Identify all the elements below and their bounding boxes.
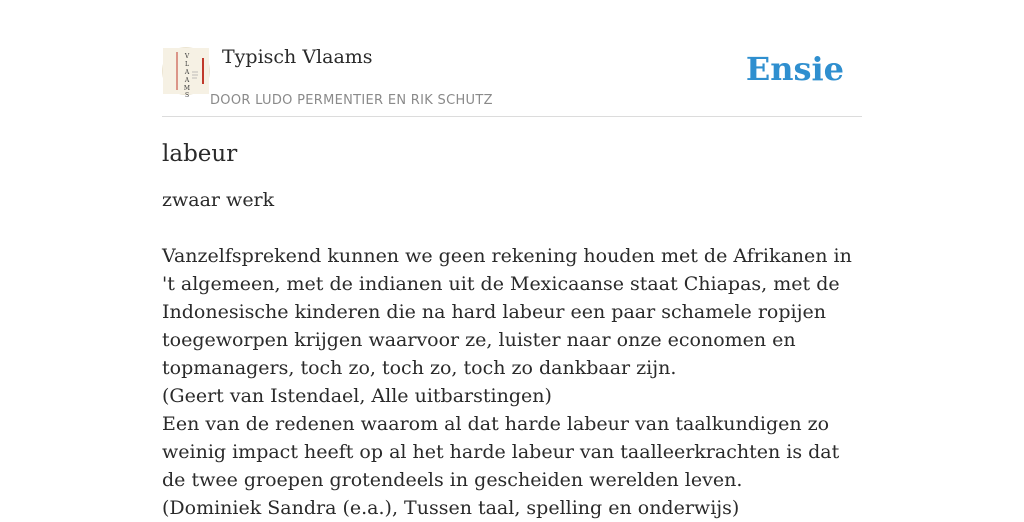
logo-letter: A (184, 69, 190, 76)
example-paragraph: Vanzelfsprekend kunnen we geen rekening houden met de Afrikanen in 't algemeen, met de indianen uit de Mexicaanse staat Chiapas, met de Indonesische kinderen die na hard labeur een paar schamele ropijen toegeworpen krijgen waarvoor ze, luister naar onze economen en topmanagers, toch zo, toch zo, toch zo dankbaar zijn. (162, 245, 852, 379)
entry-examples (162, 242, 867, 522)
example-paragraph: Een van de redenen waarom al dat harde labeur van taalkundigen zo weinig impact heeft op al het harde labeur van taalleerkrachten is dat de twee groepen grotendeels in gescheiden werelden leven. (162, 413, 840, 491)
logo-letter: A (184, 77, 190, 84)
example-citation: (Geert van Istendael, Alle uitbarstingen) (162, 385, 552, 407)
logo-letter: V (184, 53, 190, 60)
book-header (162, 44, 862, 117)
logo-letter: L (185, 61, 189, 68)
logo-letter: S (184, 92, 190, 99)
entry-definition: zwaar werk (162, 189, 275, 211)
example-citation: (Dominiek Sandra (e.a.), Tussen taal, spelling en onderwijs) (162, 497, 740, 519)
dictionary-entry (162, 136, 867, 522)
entry-word: labeur (162, 141, 238, 167)
book-authors: DOOR LUDO PERMENTIER EN RIK SCHUTZ (210, 93, 493, 108)
book-title[interactable]: Typisch Vlaams (222, 46, 373, 68)
ensie-brand-link[interactable]: Ensie (745, 50, 844, 88)
book-cover-icon (163, 48, 209, 99)
logo-letter: M (183, 85, 191, 92)
book-logo-icon[interactable] (162, 47, 210, 99)
